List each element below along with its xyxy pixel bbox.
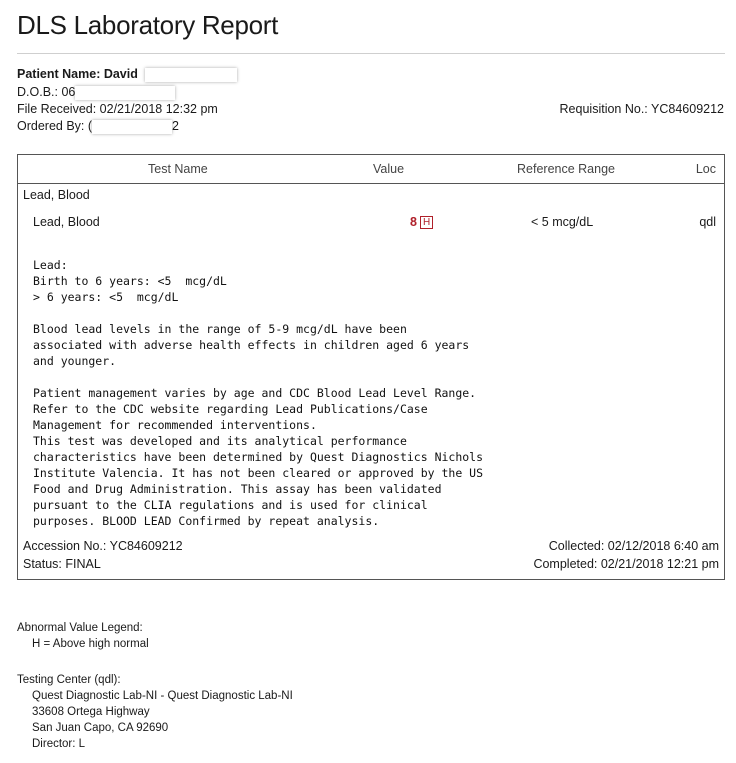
results-table xyxy=(17,154,725,580)
header-reference-range: Reference Range xyxy=(517,162,615,176)
result-notes xyxy=(33,257,483,529)
note-line: > 6 years: <5 mcg/dL xyxy=(33,290,179,304)
patient-dob xyxy=(17,84,175,101)
high-flag-badge: H xyxy=(420,216,433,229)
ordered-by-text: Ordered By: ( xyxy=(17,119,93,133)
note-line xyxy=(33,369,483,385)
title-divider xyxy=(17,53,725,54)
redaction-box xyxy=(145,68,237,82)
header-value: Value xyxy=(373,162,405,176)
note-line: Lead: xyxy=(33,258,68,272)
note-line xyxy=(33,305,483,321)
note-line: Institute Valencia. It has not been cleared or approved by the US xyxy=(33,466,484,480)
file-received: File Received: 02/21/2018 12:32 pm xyxy=(17,102,218,116)
legend-h-entry: H = Above high normal xyxy=(32,638,149,650)
note-line: and younger. xyxy=(33,354,117,368)
testing-center-line: Quest Diagnostic Lab-NI - Quest Diagnostic Lab-NI xyxy=(32,690,293,702)
panel-name: Lead, Blood xyxy=(23,188,90,202)
header-loc: Loc xyxy=(695,162,716,176)
result-value xyxy=(410,215,433,229)
collected-date: Collected: 02/12/2018 6:40 am xyxy=(548,539,719,553)
note-line: Food and Drug Administration. This assay has been validated xyxy=(33,482,442,496)
patient-name xyxy=(17,66,237,83)
ordered-by xyxy=(17,118,179,135)
result-reference-range: < 5 mcg/dL xyxy=(531,215,594,229)
note-line: Birth to 6 years: <5 mcg/dL xyxy=(33,274,227,288)
testing-center-line: San Juan Capo, CA 92690 xyxy=(32,722,169,734)
redaction-box xyxy=(92,120,172,134)
header-test-name: Test Name xyxy=(148,162,208,176)
result-value-number: 8 xyxy=(410,215,417,229)
note-line: purposes. BLOOD LEAD Confirmed by repeat analysis. xyxy=(33,514,380,528)
dob-text: D.O.B.: 06 xyxy=(17,85,76,99)
ordered-by-tail: 2 xyxy=(172,119,179,133)
note-line: characteristics have been determined by Quest Diagnostics Nichols xyxy=(33,450,484,464)
accession-number: Accession No.: YC84609212 xyxy=(23,539,183,553)
testing-center-title: Testing Center (qdl): xyxy=(17,674,121,686)
note-line: Refer to the CDC website regarding Lead Publications/Case xyxy=(33,402,428,416)
testing-center xyxy=(17,672,293,752)
requisition-number: Requisition No.: YC84609212 xyxy=(559,102,724,116)
result-test-name: Lead, Blood xyxy=(33,215,100,229)
result-loc: qdl xyxy=(699,215,716,229)
note-line: This test was developed and its analytical performance xyxy=(33,434,407,448)
testing-center-line: Director: L xyxy=(32,738,86,750)
header-divider xyxy=(18,183,724,184)
completed-date: Completed: 02/21/2018 12:21 pm xyxy=(533,557,719,571)
note-line: pursuant to the CLIA regulations and is used for clinical xyxy=(33,498,428,512)
patient-name-text: Patient Name: David xyxy=(17,67,138,81)
note-line: Management for recommended interventions. xyxy=(33,418,317,432)
abnormal-legend xyxy=(17,620,149,652)
result-status: Status: FINAL xyxy=(23,557,101,571)
legend-title: Abnormal Value Legend: xyxy=(17,622,143,634)
note-line: associated with adverse health effects in children aged 6 years xyxy=(33,338,470,352)
testing-center-line: 33608 Ortega Highway xyxy=(32,706,150,718)
note-line: Blood lead levels in the range of 5-9 mcg/dL have been xyxy=(33,322,407,336)
note-line: Patient management varies by age and CDC Blood Lead Level Range. xyxy=(33,386,477,400)
report-title: DLS Laboratory Report xyxy=(17,10,279,40)
redaction-box xyxy=(75,86,175,100)
